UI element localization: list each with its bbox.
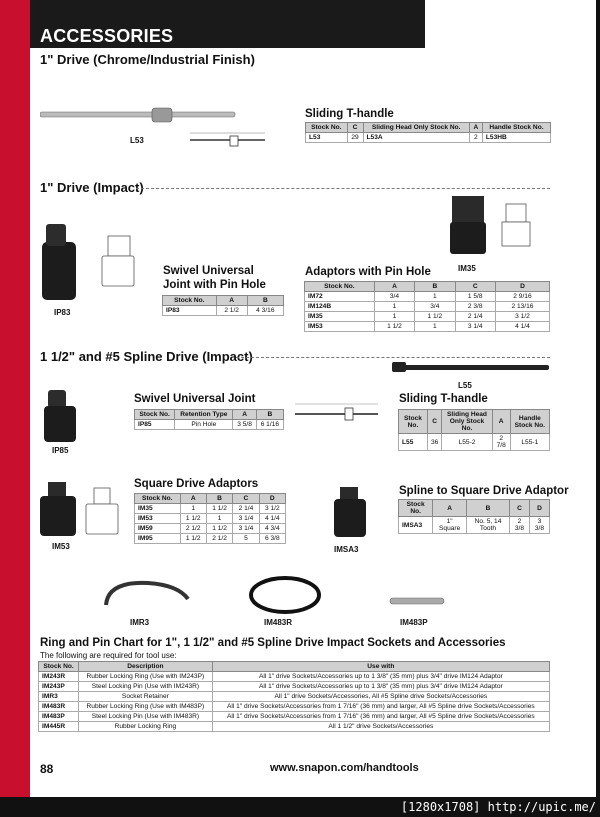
table-header-cell: A bbox=[180, 494, 206, 504]
table-header-cell: B bbox=[206, 494, 232, 504]
adaptors-pin-hole-table bbox=[304, 281, 550, 332]
table-cell: IM124B bbox=[305, 302, 375, 312]
table-cell: 1 bbox=[180, 504, 206, 514]
section-title-1: 1" Drive (Chrome/Industrial Finish) bbox=[40, 52, 255, 67]
table-cell: Rubber Locking Ring (Use with IM483P) bbox=[79, 702, 213, 712]
table-cell: IM243P bbox=[39, 682, 79, 692]
table-header-cell: D bbox=[529, 500, 549, 517]
table-cell: IM35 bbox=[305, 312, 375, 322]
table-header-cell: D bbox=[259, 494, 285, 504]
ip83-swivel-image bbox=[38, 222, 138, 307]
table-cell: L55-1 bbox=[510, 434, 549, 451]
table-cell: Rubber Locking Ring (Use with IM243P) bbox=[79, 672, 213, 682]
table-cell: IM72 bbox=[305, 292, 375, 302]
table-cell: IM483P bbox=[39, 712, 79, 722]
table-row bbox=[399, 434, 550, 451]
table-cell: 3 1/2 bbox=[259, 504, 285, 514]
ring-pin-title: Ring and Pin Chart for 1", 1 1/2" and #5 Spline Drive Impact Sockets and Accessories bbox=[40, 637, 506, 649]
ring-pin-table bbox=[38, 661, 550, 732]
table-header-cell: C bbox=[509, 500, 529, 517]
table-cell: Socket Retainer bbox=[79, 692, 213, 702]
table-cell: 2 3/8 bbox=[455, 302, 495, 312]
swivel-2-title: Swivel Universal Joint bbox=[134, 393, 256, 405]
table-cell: L55 bbox=[399, 434, 428, 451]
table-header-cell: C bbox=[233, 494, 259, 504]
table-cell: IMSA3 bbox=[399, 517, 433, 534]
table-header-cell: Stock No. bbox=[135, 410, 175, 420]
table-header-cell: Use with bbox=[212, 662, 549, 672]
table-cell: No. 5, 14 Tooth bbox=[467, 517, 510, 534]
table-cell: 1 bbox=[374, 312, 414, 322]
table-header-cell: A bbox=[433, 500, 467, 517]
table-cell: 1 bbox=[415, 292, 455, 302]
table-header-cell: Retention Type bbox=[175, 410, 233, 420]
table-row bbox=[305, 322, 550, 332]
table-row bbox=[39, 672, 550, 682]
table-cell: IM445R bbox=[39, 722, 79, 732]
table-cell: 3 1/4 bbox=[233, 514, 259, 524]
footer-url: www.snapon.com/handtools bbox=[270, 762, 419, 774]
table-cell: 1 bbox=[374, 302, 414, 312]
table-cell: L55-2 bbox=[442, 434, 492, 451]
table-cell: Pin Hole bbox=[175, 420, 233, 430]
table-cell: IM53 bbox=[135, 514, 181, 524]
table-cell: L53HB bbox=[482, 133, 550, 143]
table-cell: 2 3/8 bbox=[509, 517, 529, 534]
table-cell: IM35 bbox=[135, 504, 181, 514]
table-cell: 1 1/2 bbox=[206, 524, 232, 534]
swivel-1-title: Swivel Universal Joint with Pin Hole bbox=[163, 265, 266, 291]
table-header-cell: Stock No. bbox=[399, 410, 428, 434]
ip85-swivel-image bbox=[42, 390, 87, 445]
table-cell: 2 bbox=[469, 133, 482, 143]
table-cell: 4 1/4 bbox=[495, 322, 549, 332]
sliding-t-handle-2-table bbox=[398, 409, 550, 451]
table-row bbox=[135, 534, 286, 544]
im53-caption: IM53 bbox=[52, 542, 70, 551]
sliding-t-handle-1-table bbox=[305, 122, 551, 143]
table-cell: 1 1/2 bbox=[374, 322, 414, 332]
table-header-cell: Stock No. bbox=[39, 662, 79, 672]
table-row bbox=[135, 514, 286, 524]
table-cell: 1 1/2 bbox=[415, 312, 455, 322]
table-cell: 1 1/2 bbox=[180, 514, 206, 524]
image-credit: [1280x1708] http://upic.me/ bbox=[400, 800, 596, 814]
adaptors-pin-hole-title: Adaptors with Pin Hole bbox=[305, 266, 431, 278]
table-header-cell: B bbox=[247, 296, 283, 306]
table-cell: 4 3/4 bbox=[259, 524, 285, 534]
table-cell: 29 bbox=[347, 133, 363, 143]
table-cell: 5 bbox=[233, 534, 259, 544]
table-cell: 1 bbox=[206, 514, 232, 524]
table-header-cell: Stock No. bbox=[163, 296, 217, 306]
table-cell: 3/4 bbox=[374, 292, 414, 302]
table-header-cell: Sliding Head Only Stock No. bbox=[363, 123, 469, 133]
table-cell: 4 1/4 bbox=[259, 514, 285, 524]
swivel-1-table bbox=[162, 295, 284, 316]
table-header-cell: A bbox=[216, 296, 247, 306]
table-cell: 3 1/4 bbox=[455, 322, 495, 332]
table-cell: IM95 bbox=[135, 534, 181, 544]
table-cell: 2 9/16 bbox=[495, 292, 549, 302]
table-header-cell: C bbox=[347, 123, 363, 133]
table-cell: 2 13/16 bbox=[495, 302, 549, 312]
table-header-cell: A bbox=[374, 282, 414, 292]
table-cell: 1 5/8 bbox=[455, 292, 495, 302]
table-row bbox=[306, 133, 551, 143]
table-cell: L53A bbox=[363, 133, 469, 143]
table-header-cell: Stock No. bbox=[306, 123, 348, 133]
ring-pin-note: The following are required for tool use: bbox=[40, 651, 177, 660]
square-drive-title: Square Drive Adaptors bbox=[134, 478, 259, 490]
table-cell: All 1" drive Sockets/Accessories up to 1 3/8" (35 mm) plus 3/4" drive IM124 Adaptor bbox=[212, 672, 549, 682]
right-edge-bar bbox=[596, 0, 600, 800]
table-cell: IM59 bbox=[135, 524, 181, 534]
table-cell: All 1" drive Sockets/Accessories up to 1 3/8" (35 mm) plus 3/4" drive IM124 Adaptor bbox=[212, 682, 549, 692]
table-cell: IP85 bbox=[135, 420, 175, 430]
table-header-cell: B bbox=[467, 500, 510, 517]
table-cell: Steel Locking Pin (Use with IM243R) bbox=[79, 682, 213, 692]
im483p-caption: IM483P bbox=[400, 618, 428, 627]
table-cell: 1 1/2 bbox=[206, 504, 232, 514]
l55-t-handle-image bbox=[392, 360, 550, 380]
table-cell: 2 1/2 bbox=[216, 306, 247, 316]
table-header-cell: Handle Stock No. bbox=[482, 123, 550, 133]
ip83-caption: IP83 bbox=[54, 308, 71, 317]
table-header-cell: A bbox=[233, 410, 256, 420]
table-row bbox=[305, 312, 550, 322]
table-cell: 1 bbox=[415, 322, 455, 332]
imr3-caption: IMR3 bbox=[130, 618, 150, 627]
section-title-2: 1" Drive (Impact) bbox=[40, 180, 144, 195]
table-header-cell: Handle Stock No. bbox=[510, 410, 549, 434]
table-cell: IM483R bbox=[39, 702, 79, 712]
table-cell: 2 1/2 bbox=[206, 534, 232, 544]
table-row bbox=[305, 292, 550, 302]
table-header-cell: Description bbox=[79, 662, 213, 672]
table-cell: 3/4 bbox=[415, 302, 455, 312]
table-header-cell: Sliding Head Only Stock No. bbox=[442, 410, 492, 434]
table-row bbox=[39, 692, 550, 702]
im483p-pin-image bbox=[388, 595, 448, 607]
table-cell: 3 1/2 bbox=[495, 312, 549, 322]
table-cell: IP83 bbox=[163, 306, 217, 316]
imr3-retainer-image bbox=[98, 575, 198, 615]
table-header-cell: C bbox=[455, 282, 495, 292]
imsa3-adaptor-image bbox=[330, 485, 375, 540]
l55-caption: L55 bbox=[458, 381, 472, 390]
table-row bbox=[135, 504, 286, 514]
table-cell: L53 bbox=[306, 133, 348, 143]
table-cell: 3 1/4 bbox=[233, 524, 259, 534]
table-row bbox=[135, 420, 284, 430]
l53-caption: L53 bbox=[130, 136, 144, 145]
table-cell: 2 1/2 bbox=[180, 524, 206, 534]
table-cell: 3 3/8 bbox=[529, 517, 549, 534]
table-row bbox=[135, 524, 286, 534]
im53-adaptor-image bbox=[38, 480, 133, 542]
sliding-t-handle-1-title: Sliding T-handle bbox=[305, 108, 394, 120]
table-cell: IM243R bbox=[39, 672, 79, 682]
section-divider-3 bbox=[236, 357, 550, 358]
l53-t-handle-image bbox=[40, 105, 270, 160]
table-cell: All 1" drive Sockets/Accessories from 1 7/16" (36 mm) and larger, All #5 Spline drive Sockets/Accessories bbox=[212, 702, 549, 712]
table-cell: 36 bbox=[427, 434, 441, 451]
red-side-bar bbox=[0, 0, 30, 800]
table-header-cell: B bbox=[415, 282, 455, 292]
table-header-cell: Stock No. bbox=[399, 500, 433, 517]
table-header-cell: D bbox=[495, 282, 549, 292]
page-section-title: ACCESSORIES bbox=[40, 26, 174, 46]
table-cell: Steel Locking Pin (Use with IM483R) bbox=[79, 712, 213, 722]
section-title-3: 1 1/2" and #5 Spline Drive (Impact) bbox=[40, 349, 253, 364]
table-cell: 4 3/16 bbox=[247, 306, 283, 316]
page-number: 88 bbox=[40, 762, 54, 776]
table-header-cell: C bbox=[427, 410, 441, 434]
table-cell: 2 7/8 bbox=[492, 434, 510, 451]
table-cell: IM53 bbox=[305, 322, 375, 332]
table-cell: IMR3 bbox=[39, 692, 79, 702]
section-divider-2 bbox=[136, 188, 550, 189]
ip85-caption: IP85 bbox=[52, 446, 69, 455]
table-row bbox=[163, 306, 284, 316]
table-row bbox=[39, 722, 550, 732]
table-cell: 2 1/4 bbox=[455, 312, 495, 322]
table-header-cell: Stock No. bbox=[135, 494, 181, 504]
spline-adaptor-table bbox=[398, 499, 550, 534]
table-cell: All 1 1/2" drive Sockets/Accessories bbox=[212, 722, 549, 732]
square-drive-table bbox=[134, 493, 286, 544]
im483r-ring-image bbox=[248, 574, 323, 616]
l55-diagram-image bbox=[293, 398, 393, 428]
sliding-t-handle-2-title: Sliding T-handle bbox=[399, 393, 488, 405]
table-cell: Rubber Locking Ring bbox=[79, 722, 213, 732]
im35-adaptor-image bbox=[448, 192, 548, 262]
table-cell: 1 1/2 bbox=[180, 534, 206, 544]
table-row bbox=[399, 517, 550, 534]
table-cell: 2 1/4 bbox=[233, 504, 259, 514]
table-row bbox=[39, 702, 550, 712]
table-cell: 6 3/8 bbox=[259, 534, 285, 544]
table-cell: All 1" drive Sockets/Accessories, All #5 Spline drive Sockets/Accessories bbox=[212, 692, 549, 702]
table-header-cell: A bbox=[492, 410, 510, 434]
table-cell: All 1" drive Sockets/Accessories from 1 7/16" (36 mm) and larger, All #5 Spline drive Sockets/Accessories bbox=[212, 712, 549, 722]
table-cell: 6 1/16 bbox=[256, 420, 283, 430]
swivel-2-table bbox=[134, 409, 284, 430]
table-cell: 1" Square bbox=[433, 517, 467, 534]
table-header-cell: A bbox=[469, 123, 482, 133]
imsa3-caption: IMSA3 bbox=[334, 545, 359, 554]
table-header-cell: Stock No. bbox=[305, 282, 375, 292]
table-row bbox=[39, 712, 550, 722]
spline-adaptor-title: Spline to Square Drive Adaptor bbox=[399, 485, 569, 497]
table-cell: 3 5/8 bbox=[233, 420, 256, 430]
table-row bbox=[39, 682, 550, 692]
table-header-cell: B bbox=[256, 410, 283, 420]
table-row bbox=[305, 302, 550, 312]
im35-caption: IM35 bbox=[458, 264, 476, 273]
im483r-caption: IM483R bbox=[264, 618, 293, 627]
